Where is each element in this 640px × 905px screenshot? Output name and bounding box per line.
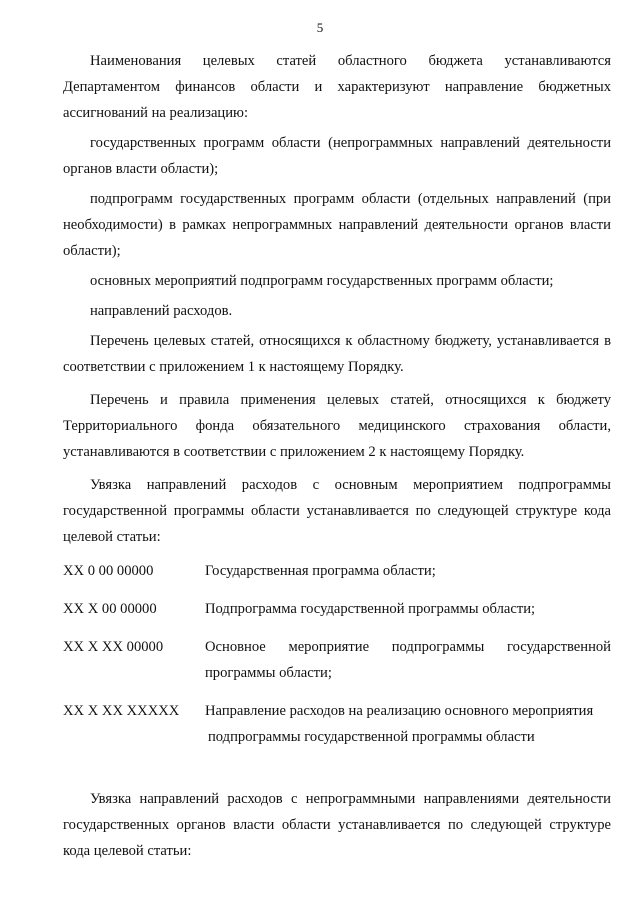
code-description-line: Государственная программа области; — [205, 563, 436, 579]
paragraph-subprograms: подпрограмм государственных программ области (отдельных направлений (при необходимости) в рамках непрограммных направлений деятельности органов власти области); — [63, 191, 611, 259]
code-row — [63, 558, 611, 584]
code-structure-table — [63, 558, 611, 750]
code-row — [63, 634, 611, 686]
code-row — [63, 698, 611, 750]
code-description-line: программы области; — [205, 665, 332, 681]
paragraph-health-fund-list: Перечень и правила применения целевых статей, относящихся к бюджету Территориального фонда обязательного медицинского страхования области, устанавливаются в соответствии с приложением 2 к настоящему Порядку. — [63, 392, 611, 460]
paragraph-linkage-non-program: Увязка направлений расходов с непрограммными направлениями деятельности государственных органов власти области устанавливается по следующей структуре кода целевой статьи: — [63, 791, 611, 859]
paragraph-state-programs: государственных программ области (непрограммных направлений деятельности органов власти области); — [63, 135, 611, 177]
code-value: ХХ Х 00 00000 — [63, 601, 157, 617]
paragraph-target-articles-intro: Наименования целевых статей областного бюджета устанавливаются Департаментом финансов области и характеризуют направление бюджетных ассигнований на реализацию: — [63, 53, 611, 121]
code-value: ХХ 0 00 00000 — [63, 563, 154, 579]
code-value: ХХ Х ХХ ХХХХХ — [63, 703, 180, 719]
code-value: ХХ Х ХХ 00000 — [63, 639, 164, 655]
paragraph-expense-directions: направлений расходов. — [90, 303, 233, 319]
page-number: 5 — [316, 20, 324, 35]
paragraph-main-activities: основных мероприятий подпрограмм государственных программ области; — [90, 273, 554, 289]
code-description-line: подпрограммы государственной программы области — [208, 729, 535, 745]
document-body — [63, 48, 611, 864]
spacer — [63, 762, 611, 786]
code-description-line: Подпрограмма государственной программы области; — [205, 601, 536, 617]
paragraph-linkage-main-activity: Увязка направлений расходов с основным мероприятием подпрограммы государственной программы области устанавливается по следующей структуре кода целевой статьи: — [63, 477, 611, 545]
code-description — [205, 634, 611, 686]
code-row — [63, 596, 611, 622]
code-description — [205, 558, 611, 584]
code-description — [205, 596, 611, 622]
paragraph-regional-budget-list: Перечень целевых статей, относящихся к областному бюджету, устанавливается в соответствии с приложением 1 к настоящему Порядку. — [63, 333, 611, 375]
code-description-line: Направление расходов на реализацию основного мероприятия — [205, 703, 594, 719]
code-description — [205, 698, 611, 750]
code-description-line: Основное мероприятие подпрограммы государственной — [205, 639, 611, 655]
